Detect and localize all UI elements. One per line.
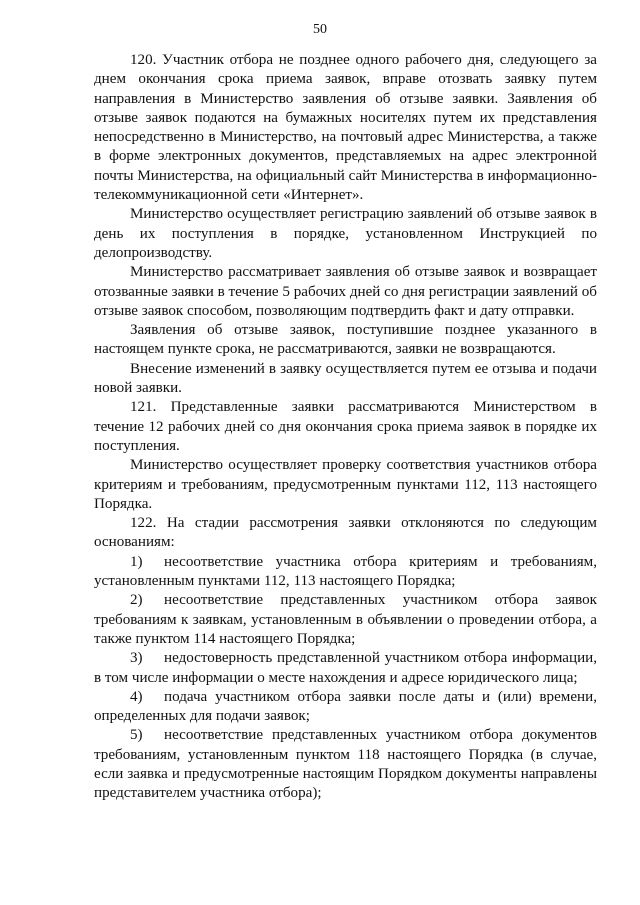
list-item-text: недостоверность представленной участником отбора информации, в том числе информации о месте нахождения и адресе юридического лица; (94, 650, 597, 686)
paragraph-late-withdrawal: Заявления об отзыве заявок, поступившие позднее указанного в настоящем пункте срока, не рассматриваются, заявки не возвращаются. (94, 322, 597, 358)
paragraph-122: 122. На стадии рассмотрения заявки отклоняются по следующим основаниям: (94, 515, 597, 551)
list-item (94, 591, 597, 649)
list-item-text: подача участником отбора заявки после даты и (или) времени, определенных для подачи заявок; (94, 688, 597, 725)
page-number: 50 (313, 22, 327, 37)
paragraph-120: 120. Участник отбора не позднее одного рабочего дня, следующего за днем окончания срока приема заявок, вправе отозвать заявку путем направления в Министерство заявления об отзыве заявки. Заявления об отзыве заявок подаются на бумажных носителях путем их представления непосредственно в Министерство, на почтовый адрес Министерства, а также в форме электронных документов, представляемых на адрес электронной почты Министерства, на официальный сайт Министерства в информационно-телекоммуникационной сети «Интернет». (94, 52, 597, 204)
list-item (94, 726, 597, 803)
list-item (94, 688, 597, 727)
list-item-text: несоответствие участника отбора критериям и требованиям, установленным пунктами 112, 113 настоящего Порядка; (94, 553, 597, 590)
paragraph-compliance-check: Министерство осуществляет проверку соответствия участников отбора критериям и требованиям, предусмотренным пунктами 112, 113 настоящего Порядка. (94, 457, 597, 512)
paragraph-registration: Министерство осуществляет регистрацию заявлений об отзыве заявок в день их поступления в порядке, установленном Инструкцией по делопроизводству. (94, 206, 597, 261)
paragraph-121: 121. Представленные заявки рассматриваются Министерством в течение 12 рабочих дней со дня окончания срока приема заявок в порядке их поступления. (94, 399, 597, 454)
paragraph-amendments: Внесение изменений в заявку осуществляется путем ее отзыва и подачи новой заявки. (94, 360, 597, 397)
list-item-text: несоответствие представленных участником отбора заявок требованиям к заявкам, установленным в объявлении о проведении отбора, а также пунктом 114 настоящего Порядка; (94, 592, 597, 647)
document-body (94, 51, 597, 804)
list-item-number: 3) (130, 650, 143, 667)
list-item-number: 4) (130, 688, 143, 705)
list-item-number: 1) (130, 553, 143, 570)
list-item-number: 2) (130, 592, 143, 609)
paragraph-review-withdrawal: Министерство рассматривает заявления об отзыве заявок и возвращает отозванные заявки в течение 5 рабочих дней со дня регистрации заявлений об отзыве заявок способом, позволяющим подтвердить факт и дату отправки. (94, 264, 597, 319)
list-item (94, 553, 597, 592)
list-item-number: 5) (130, 727, 143, 744)
list-item (94, 649, 597, 688)
list-item-text: несоответствие представленных участником отбора документов требованиям, установленным пунктом 118 настоящего Порядка (в случае, если заявка и предусмотренные настоящим Порядком документы направлены представителем участника отбора); (94, 727, 597, 802)
